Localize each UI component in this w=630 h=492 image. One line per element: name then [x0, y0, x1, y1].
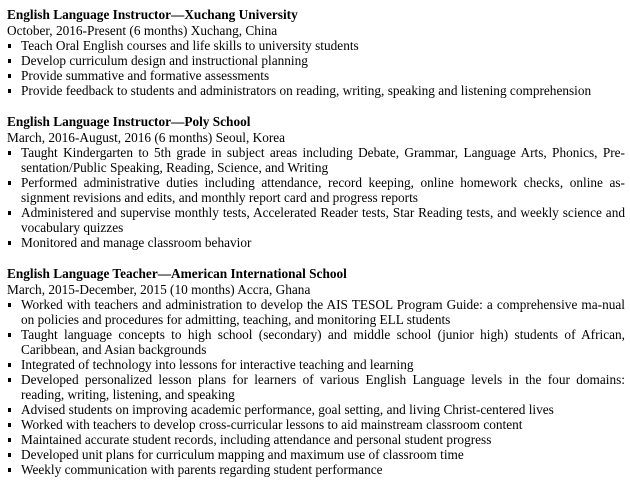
list-item	[7, 68, 625, 83]
bullet-icon	[8, 423, 11, 427]
list-item	[7, 297, 625, 327]
duty-text: Monitored and manage classroom behavior	[21, 235, 252, 250]
list-item	[7, 432, 625, 447]
duty-text: Taught language concepts to high school (secondary) and middle school (junior high) students of African, Caribbean, and Asian backgrounds	[21, 327, 625, 357]
bullet-icon	[8, 333, 11, 337]
list-item	[7, 462, 625, 477]
list-item	[7, 145, 625, 175]
job-entry-poly-school	[7, 113, 625, 250]
list-item	[7, 357, 625, 372]
duty-text: Taught Kindergarten to 5th grade in subject areas including Debate, Grammar, Language Arts, Phonics, Pre-sentation/Public Speaking, Reading, Science, and Writing	[21, 145, 625, 175]
job-duties-list	[7, 145, 625, 250]
job-dates-location: March, 2016-August, 2016 (6 months) Seoul, Korea	[7, 130, 286, 145]
bullet-icon	[8, 378, 11, 382]
bullet-icon	[8, 438, 11, 442]
job-dates-location: October, 2016-Present (6 months) Xuchang, China	[7, 23, 278, 38]
bullet-icon	[8, 211, 11, 215]
bullet-icon	[8, 468, 11, 472]
duty-text: Weekly communication with parents regarding student performance	[21, 462, 383, 477]
list-item	[7, 175, 625, 205]
duty-text: Advised students on improving academic performance, goal setting, and living Christ-centered lives	[21, 402, 554, 417]
list-item	[7, 447, 625, 462]
bullet-icon	[8, 408, 11, 412]
job-dates-location: March, 2015-December, 2015 (10 months) Accra, Ghana	[7, 282, 311, 297]
list-item	[7, 417, 625, 432]
job-duties-list	[7, 297, 625, 477]
duty-text: Worked with teachers and administration to develop the AIS TESOL Program Guide: a comprehensive ma-nual on policies and procedures for admitting, teaching, and monitoring ELL students	[21, 297, 625, 327]
duty-text: Develop curriculum design and instructional planning	[21, 53, 308, 68]
duty-text: Provide summative and formative assessments	[21, 68, 270, 83]
list-item	[7, 205, 625, 235]
duty-text: Developed personalized lesson plans for learners of various English Language levels in the four domains: reading, writing, listening, and speaking	[21, 372, 625, 402]
job-title: English Language Instructor—Poly School	[7, 114, 251, 129]
duty-text: Performed administrative duties including attendance, record keeping, online homework checks, online as-signment revisions and edits, and monthly report card and progress reports	[21, 175, 625, 205]
bullet-icon	[8, 181, 11, 185]
job-title: English Language Teacher—American International School	[7, 266, 347, 281]
list-item	[7, 83, 625, 98]
bullet-icon	[8, 74, 11, 78]
duty-text: Provide feedback to students and administrators on reading, writing, speaking and listening comprehension	[21, 83, 592, 98]
duty-text: Maintained accurate student records, including attendance and personal student progress	[21, 432, 492, 447]
bullet-icon	[8, 303, 11, 307]
duty-text: Teach Oral English courses and life skills to university students	[21, 38, 359, 53]
duty-text: Developed unit plans for curriculum mapping and maximum use of classroom time	[21, 447, 464, 462]
bullet-icon	[8, 151, 11, 155]
bullet-icon	[8, 44, 11, 48]
list-item	[7, 53, 625, 68]
bullet-icon	[8, 89, 11, 93]
list-item	[7, 38, 625, 53]
job-entry-american-international-school	[7, 265, 625, 477]
list-item	[7, 402, 625, 417]
bullet-icon	[8, 453, 11, 457]
duty-text: Administered and supervise monthly tests, Accelerated Reader tests, Star Reading tests, and weekly science and vocabulary quizzes	[21, 205, 625, 235]
duty-text: Integrated of technology into lessons for interactive teaching and learning	[21, 357, 414, 372]
list-item	[7, 327, 625, 357]
resume-experience-section	[7, 6, 625, 492]
job-duties-list	[7, 38, 625, 98]
duty-text: Worked with teachers to develop cross-curricular lessons to aid mainstream classroom content	[21, 417, 523, 432]
bullet-icon	[8, 59, 11, 63]
bullet-icon	[8, 241, 11, 245]
list-item	[7, 372, 625, 402]
list-item	[7, 235, 625, 250]
job-entry-xuchang	[7, 6, 625, 98]
bullet-icon	[8, 363, 11, 367]
job-title: English Language Instructor—Xuchang University	[7, 7, 298, 22]
